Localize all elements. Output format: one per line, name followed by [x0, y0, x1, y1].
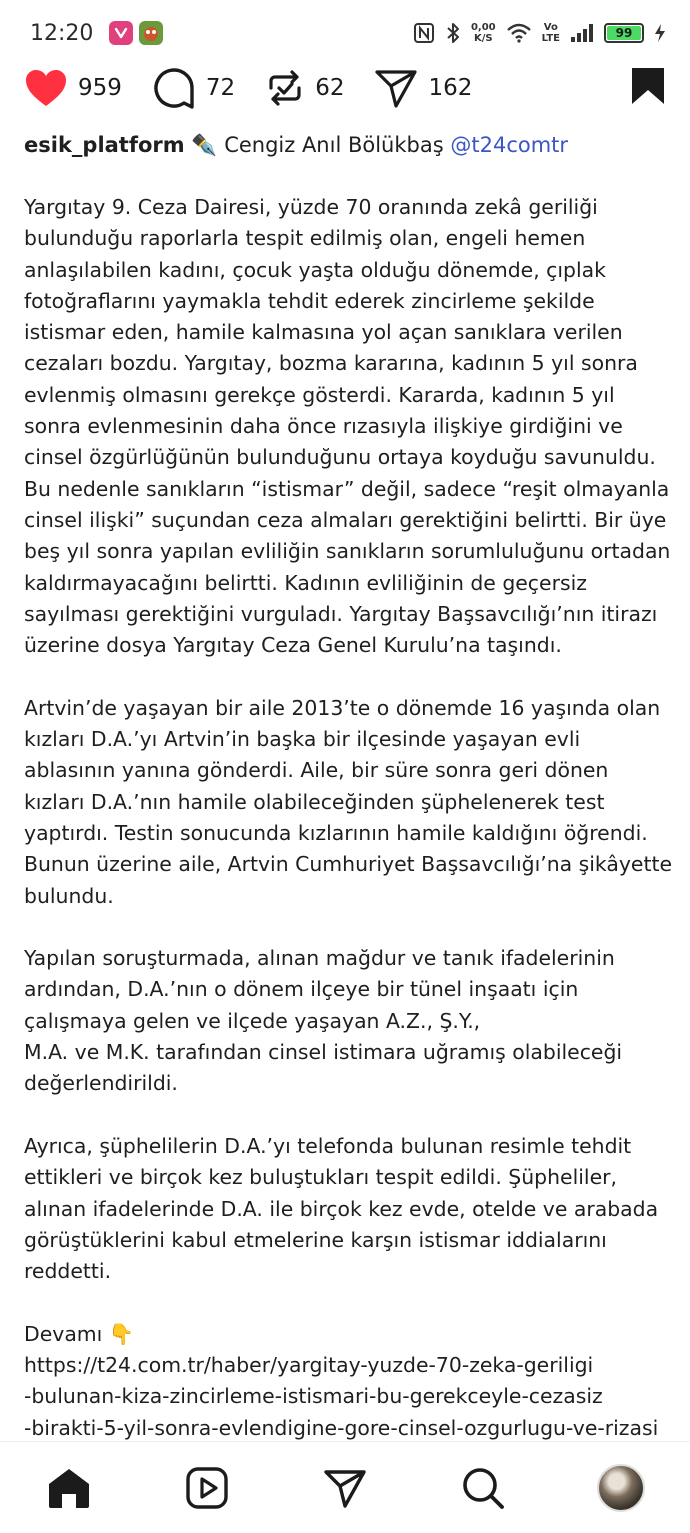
battery-indicator [604, 23, 644, 43]
post-actions [0, 64, 690, 112]
repost-count: 62 [315, 75, 345, 101]
username-link[interactable]: esik_platform [24, 133, 185, 157]
article-link-part[interactable]: -bulunan-kiza-zincirleme-istismari-bu-gerekceyle-cezasiz [24, 1384, 603, 1409]
caption-paragraph [24, 943, 674, 1099]
like-count: 959 [78, 75, 122, 101]
status-bar [0, 0, 690, 66]
share-button[interactable] [374, 66, 472, 110]
wifi-icon [506, 23, 532, 43]
caption-paragraph: Ayrıca, şüphelilerin D.A.’yı telefonda bulunan resimle tehdit ettikleri ve birçok kez buluştukları tespit edildi. Şüpheliler, alınan ifadelerinde D.A. ile birçok kez evde, otelde ve arabada görüştüklerini kabul etmelerine karşın istismar iddialarını reddetti. [24, 1133, 659, 1284]
game-app-icon [139, 21, 163, 45]
nav-reels[interactable] [177, 1458, 237, 1518]
volte-indicator [542, 22, 560, 44]
nav-profile[interactable] [591, 1458, 651, 1518]
volte-bottom: LTE [541, 33, 560, 44]
article-link-part[interactable]: https://t24.com.tr/haber/yargitay-yuzde-70-zeka-geriligi [24, 1352, 594, 1377]
nfc-icon [413, 22, 435, 44]
nav-direct[interactable] [315, 1458, 375, 1518]
send-icon [323, 1466, 367, 1510]
repost-icon [265, 68, 305, 108]
status-icons [413, 21, 666, 45]
caption-paragraph: Yargıtay 9. Ceza Dairesi, yüzde 70 oranında zekâ geriliği bulunduğu raporlarla tespit edilmiş olan, engeli hemen anlaşılabilen kadını, çocuk yaşta olduğu dönemde, çıplak fotoğraflarını yaymakla tehdit ederek zincirleme şekilde istismar eden, hamile kalmasına yol açan sanıklara verilen cezaları bozdu. Yargıtay, bozma kararına, kadının 5 yıl sonra evlenmiş olmasını gerekçe gösterdi. Kararda, kadının 5 yıl sonra evlenmesinin daha önce rızasıyla ilişkiye girdiğini ve cinsel özgürlüğünün bulunduğunu ortaya koyduğu savunuldu. Bu nedenle sanıkların “istismar” değil, sadece “reşit olmayanla cinsel ilişki” suçundan ceza almaları gerektiğini belirtti. Bir üye beş yıl sonra yapılan evliliğin sanıkların sorumluluğunu ortadan kaldırmayacağını belirtti. Kadının evliliğinin de geçersiz sayılması gerektiğini vurguladı. Yargıtay Başsavcılığı’nın itirazı üzerine dosya Yargıtay Ceza Genel Kurulu’na taşındı. [24, 195, 671, 658]
charging-icon [654, 23, 666, 43]
nav-home[interactable] [39, 1458, 99, 1518]
network-speed-value: 0,00 [470, 22, 496, 33]
save-button[interactable] [630, 66, 666, 110]
repost-button[interactable] [265, 68, 344, 108]
network-speed-unit: K/S [473, 33, 493, 44]
heart-icon [24, 68, 68, 108]
avatar [597, 1464, 645, 1512]
app-notification-icon [109, 21, 133, 45]
bookmark-icon [630, 66, 666, 106]
caption-paragraph-line: Yapılan soruşturmada, alınan mağdur ve tanık ifadelerinin ardından, D.A.’nın o dönem ilçeye bir tünel inşaatı için çalışmaya gelen ve ilçede yaşayan A.Z., Ş.Y., [24, 946, 615, 1033]
share-count: 162 [428, 75, 473, 101]
pointing-down-icon: 👇 [108, 1321, 135, 1346]
status-time: 12:20 [30, 20, 94, 46]
bottom-navigation [0, 1441, 690, 1533]
like-button[interactable] [24, 68, 122, 108]
comment-icon [152, 66, 196, 110]
nav-search[interactable] [453, 1458, 513, 1518]
caption-paragraph: Artvin’de yaşayan bir aile 2013’te o dönemde 16 yaşında olan kızları D.A.’yı Artvin’in başka bir ilçesinde yaşayan evli ablasının yanına gönderdi. Aile, bir süre sonra geri dönen kızları D.A.’nın hamile olabileceğinden şüphelenerek test yaptırdı. Testin sonucunda kızlarının hamile kaldığını öğrendi. Bunun üzerine aile, Artvin Cumhuriyet Başsavcılığı’na şikâyette bulundu. [24, 695, 673, 908]
pen-icon: ✒️ [191, 133, 218, 157]
battery-level: 99 [615, 26, 633, 40]
comment-button[interactable] [152, 66, 235, 110]
mention-link[interactable]: @t24comtr [450, 133, 569, 157]
send-icon [374, 66, 418, 110]
signal-icon [570, 23, 594, 43]
volte-top: Vo [543, 22, 558, 33]
comment-count: 72 [205, 75, 236, 101]
search-icon [461, 1466, 505, 1510]
home-icon [46, 1466, 92, 1510]
bluetooth-icon [445, 21, 461, 45]
network-speed [471, 22, 496, 44]
read-more-label: Devamı [24, 1321, 103, 1346]
article-link-part[interactable]: -birakti-5-yil-sonra-evlendigine-gore-cinsel-ozgurlugu-ve-rizasi [24, 1415, 659, 1440]
caption-header [24, 130, 674, 160]
caption-body [24, 192, 674, 1475]
reels-icon [185, 1466, 229, 1510]
author-name: Cengiz Anıl Bölükbaş [224, 133, 444, 157]
caption-paragraph-line: M.A. ve M.K. tarafından cinsel istimara uğramış olabileceği değerlendirildi. [24, 1040, 623, 1096]
